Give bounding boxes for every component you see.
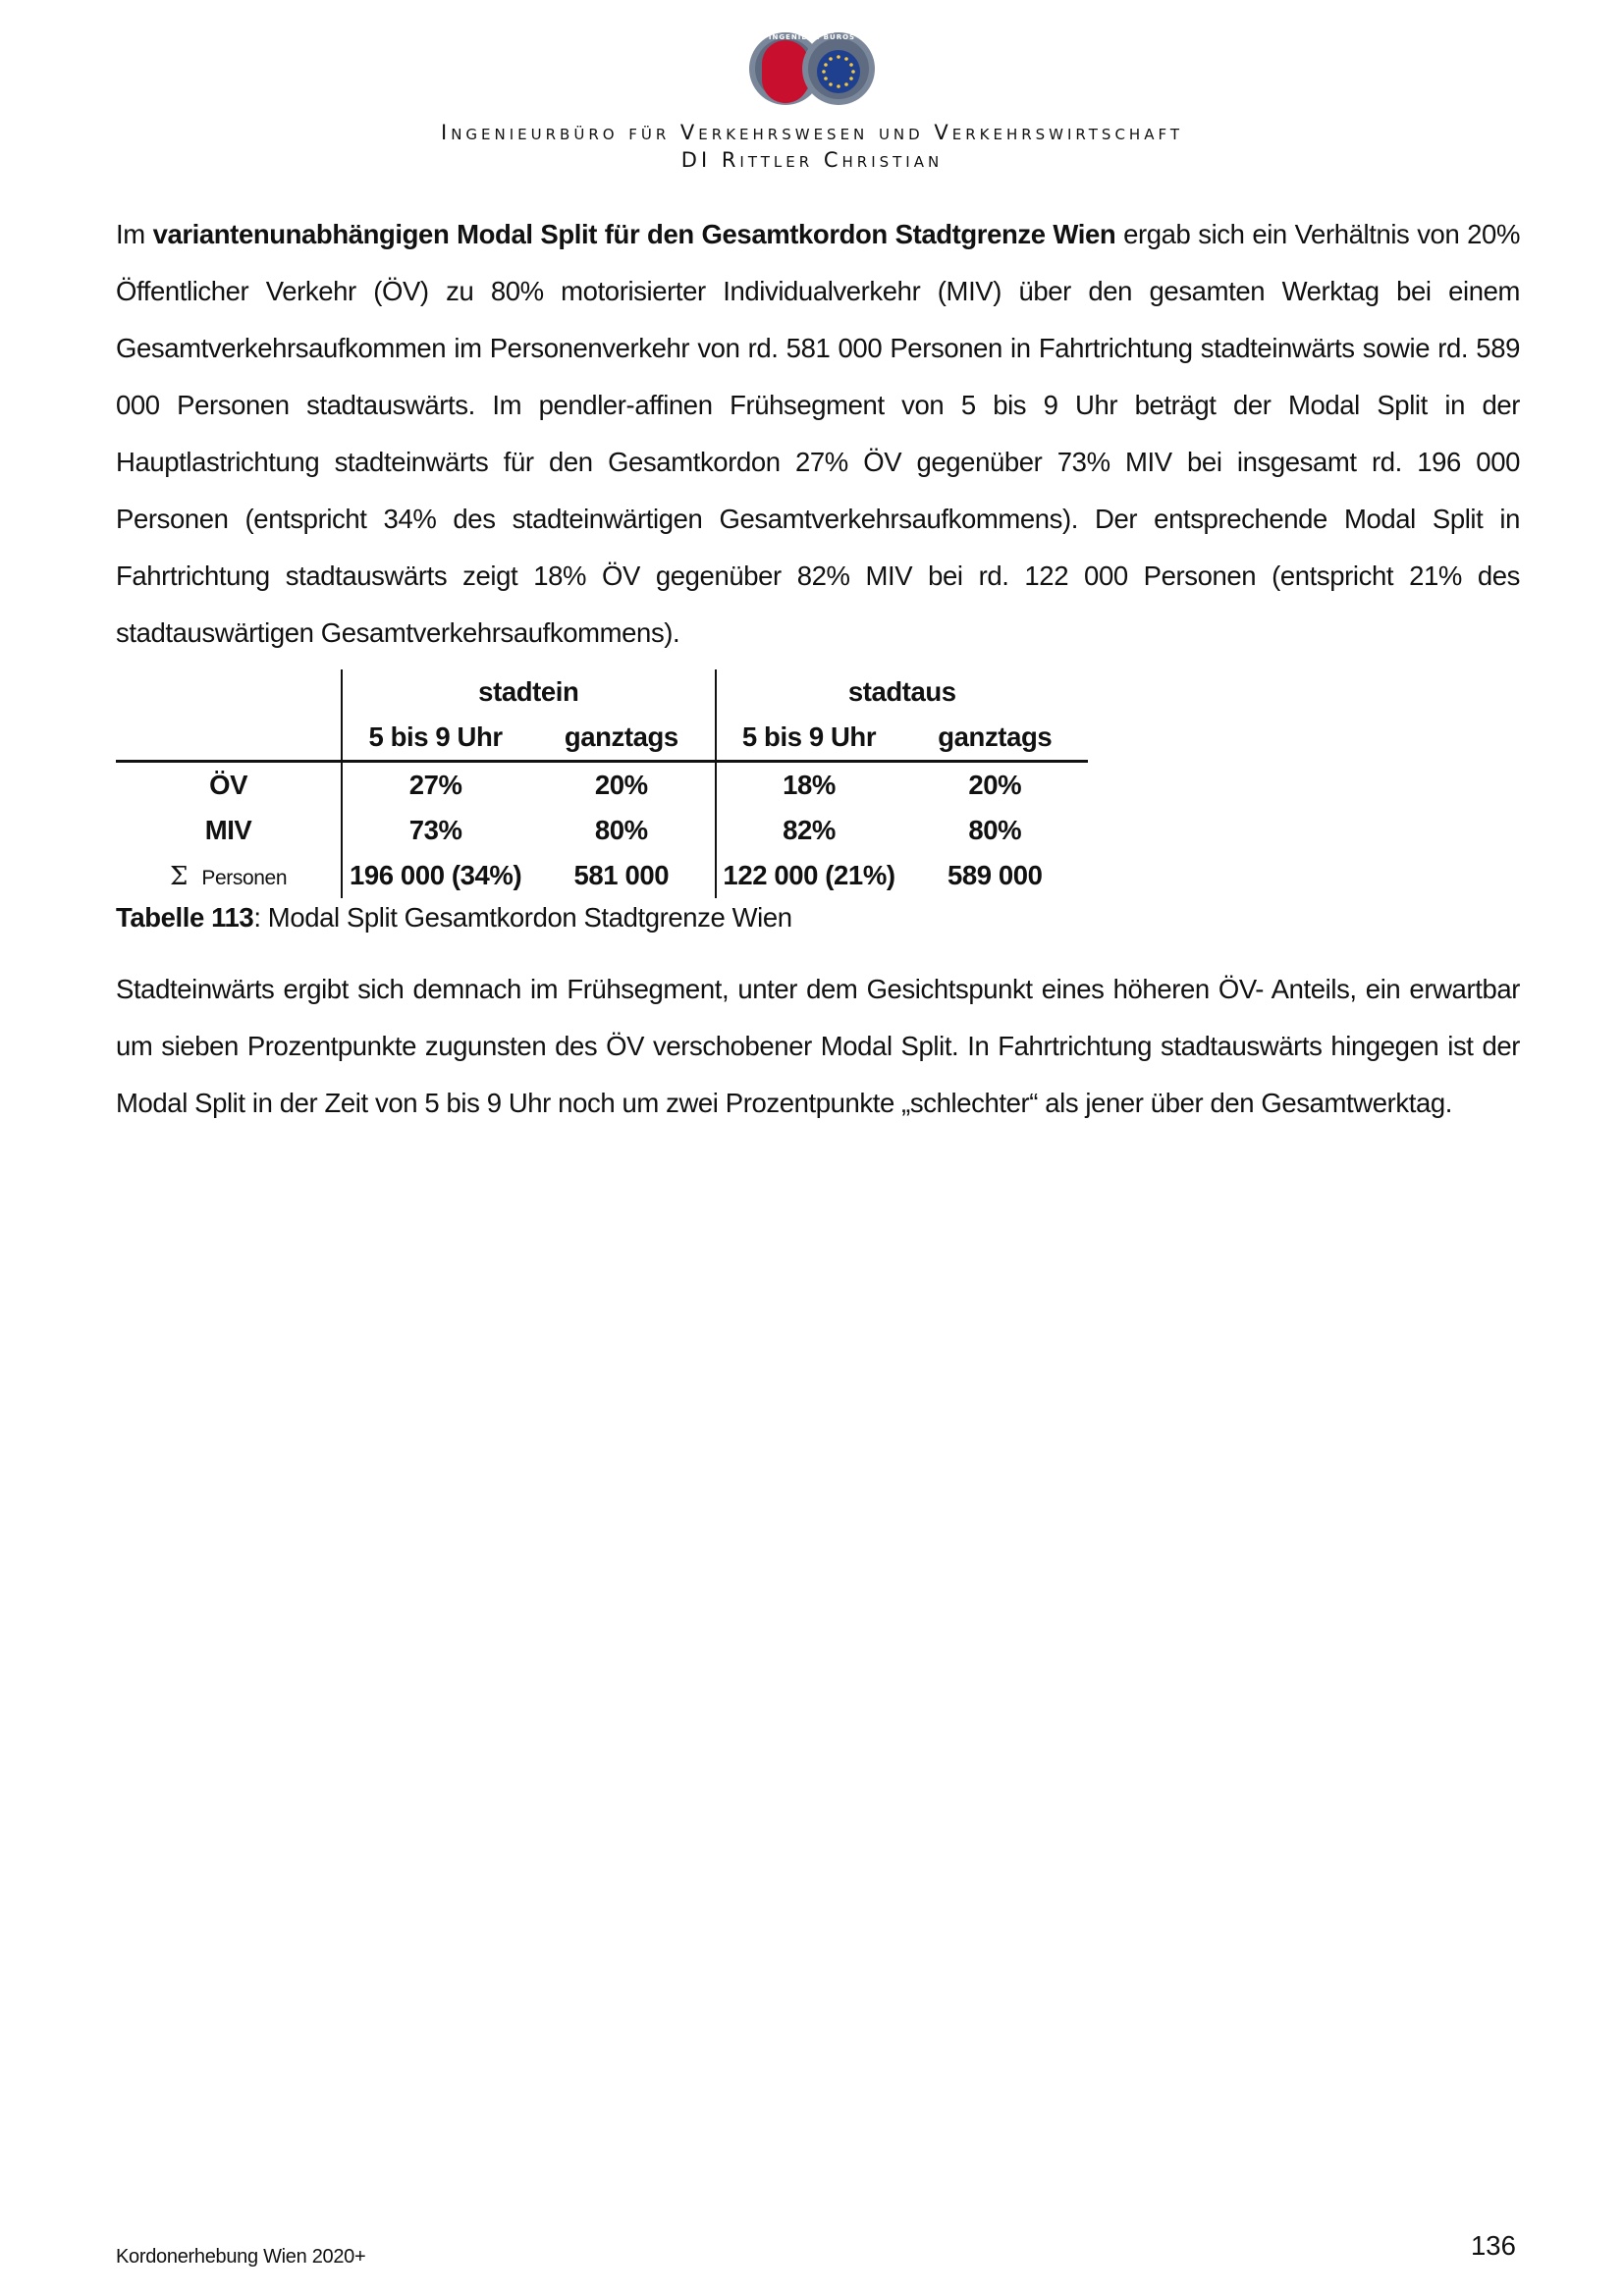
page-header (0, 27, 1624, 174)
page-number: 136 (1471, 2230, 1516, 2261)
org-name: Ingenieurbüro für Verkehrswesen und Verkehrswirtschaft (441, 121, 1183, 144)
org-person: DI Rittler Christian (680, 148, 944, 172)
page-content (116, 206, 1520, 1132)
row-label: ÖV (209, 770, 248, 800)
paragraph-conclusion: Stadteinwärts ergibt sich demnach im Frühsegment, unter dem Gesichtspunkt eines höheren ÖV- Anteils, ein erwartbar um sieben Prozentpunkte zugunsten des ÖV verschobener Modal Split. In Fahrtrichtung stadtauswärts hingegen ist der Modal Split in der Zeit von 5 bis 9 Uhr noch um zwei Prozentpunkte „schlechter“ als jener über den Gesamtwerktag. (116, 974, 1520, 1118)
table-cell: 20% (968, 770, 1022, 800)
sum-label: Personen (201, 867, 288, 889)
table-group-header: stadtein (342, 669, 715, 715)
table-cell: 82% (716, 808, 902, 853)
table-row (116, 762, 1088, 809)
sigma-icon: Σ (169, 862, 188, 891)
caption-label: Tabelle 113 (116, 902, 254, 933)
table-row (116, 853, 1088, 898)
table-cell: 18% (716, 762, 902, 809)
table-subheader: ganztags (528, 715, 715, 762)
intro-prefix: Im (116, 219, 153, 249)
table-corner (116, 669, 342, 715)
table-cell: 80% (968, 815, 1022, 845)
svg-text:INGENIEUR BÜROS: INGENIEUR BÜROS (768, 33, 856, 41)
modal-split-table (116, 669, 1088, 898)
paragraph-intro (116, 206, 1520, 662)
table-subheader: ganztags (902, 715, 1088, 762)
table-cell: 27% (342, 762, 528, 809)
table-corner (116, 715, 342, 762)
table-row (116, 808, 1088, 853)
table-cell: 581 000 (573, 860, 670, 890)
intro-rest: ergab sich ein Verhältnis von 20% Öffentlicher Verkehr (ÖV) zu 80% motorisierter Individualverkehr (MIV) über den gesamten Werktag bei einem Gesamtverkehrsaufkommen im Personenverkehr von rd. 581 000 Personen in Fahrtrichtung stadteinwärts sowie rd. 589 000 Personen stadtauswärts. Im pendler-affinen Frühsegment von 5 bis 9 Uhr beträgt der Modal Split in der Hauptlastrichtung stadteinwärts für den Gesamtkordon 27% ÖV gegenüber 73% MIV bei insgesamt rd. 196 000 Personen (entspricht 34% des stadteinwärtigen Gesamtverkehrsaufkommens). Der entsprechende Modal Split in Fahrtrichtung stadtauswärts zeigt 18% ÖV gegenüber 82% MIV bei rd. 122 000 Personen (entspricht 21% des stadtauswärtigen Gesamtverkehrsaufkommens). (116, 219, 1520, 648)
table-subheader: 5 bis 9 Uhr (342, 715, 528, 762)
company-logo (738, 27, 886, 108)
table-cell: 20% (594, 770, 648, 800)
row-label: MIV (204, 815, 252, 845)
footer-title: Kordonerhebung Wien 2020+ (116, 2246, 366, 2268)
caption-text: : Modal Split Gesamtkordon Stadtgrenze Wien (253, 902, 792, 933)
table-cell: 80% (594, 815, 648, 845)
table-cell: 196 000 (34%) (342, 853, 528, 898)
table-cell: 589 000 (947, 860, 1043, 890)
table-caption (116, 902, 1520, 934)
table-cell: 73% (342, 808, 528, 853)
table-subheader: 5 bis 9 Uhr (716, 715, 902, 762)
row-label (116, 853, 342, 898)
table-cell: 122 000 (21%) (716, 853, 902, 898)
intro-bold: variantenunabhängigen Modal Split für den Gesamtkordon Stadtgrenze Wien (152, 219, 1116, 249)
table-group-header: stadtaus (716, 669, 1088, 715)
